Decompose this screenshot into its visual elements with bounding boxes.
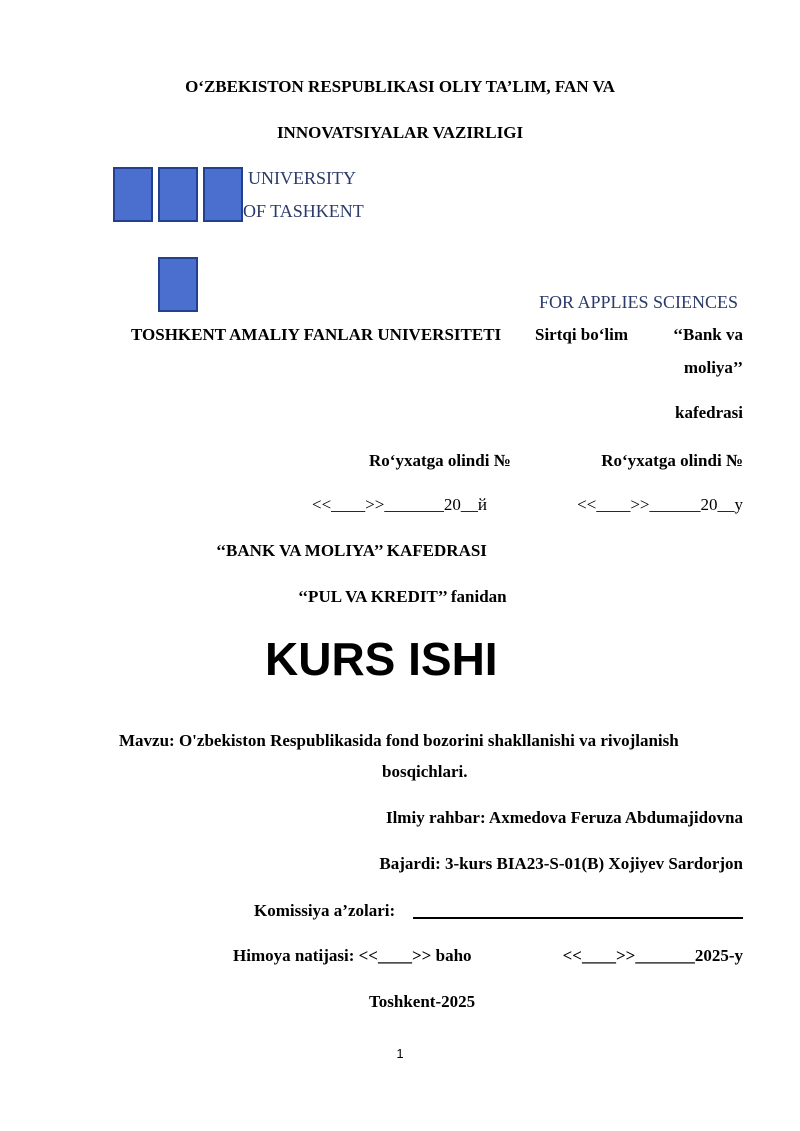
day-blank: ____ xyxy=(581,946,616,965)
logo-text-of-tashkent: OF TASHKENT xyxy=(243,201,364,221)
kafedra-name-line-1: ‘‘Bank va xyxy=(672,325,743,344)
topic-line-1: Mavzu: O'zbekiston Respublikasida fond bozorini shakllanishi va rivojlanish xyxy=(119,731,679,750)
registration-label-right: Ro‘yxatga olindi № xyxy=(601,451,743,470)
kafedra-name-line-2: moliya’’ xyxy=(683,358,743,377)
commission-label: Komissiya a’zolari: xyxy=(254,901,396,920)
logo-text-university: UNIVERSITY xyxy=(248,168,356,188)
commission-signature-line xyxy=(413,917,743,919)
defense-date xyxy=(563,946,743,966)
author: Bajardi: 3-kurs BIA23-S-01(B) Xojiyev Sardorjon xyxy=(379,854,743,873)
logo-text-applies-sciences: FOR APPLIES SCIENCES xyxy=(538,292,738,312)
defense-label: Himoya natijasi: << xyxy=(233,946,378,965)
defense-date-mid: >> xyxy=(615,946,636,965)
defense-date-open: << xyxy=(562,946,582,965)
defense-result xyxy=(233,946,472,966)
logo-block-4 xyxy=(158,257,198,312)
logo-block-1 xyxy=(113,167,153,222)
document-title: KURS ISHI xyxy=(265,633,498,685)
ministry-line-2: INNOVATSIYALAR VAZIRLIGI xyxy=(276,123,524,142)
subject-name: ‘‘PUL VA KREDIT’’ fanidan xyxy=(298,587,507,606)
grade-blank: ____ xyxy=(377,946,412,965)
month-blank: _______ xyxy=(635,946,695,965)
page-number: 1 xyxy=(396,1046,404,1061)
kafedra-title: ‘‘BANK VA MOLIYA’’ KAFEDRASI xyxy=(216,541,487,560)
ministry-line-1: O‘ZBEKISTON RESPUBLIKASI OLIY TA’LIM, FAN VA xyxy=(185,77,615,96)
logo-block-3 xyxy=(203,167,243,222)
university-name: TOSHKENT AMALIY FANLAR UNIVERSITETI xyxy=(131,325,502,344)
logo-block-2 xyxy=(158,167,198,222)
registration-date-right: <<____>>______20__y xyxy=(577,495,743,514)
city-year: Toshkent-2025 xyxy=(369,992,476,1011)
registration-label-left: Ro‘yxatga olindi № xyxy=(369,451,511,470)
registration-date-left: <<____>>_______20__й xyxy=(312,495,487,514)
topic-line-2: bosqichlari. xyxy=(382,762,468,781)
supervisor: Ilmiy rahbar: Axmedova Feruza Abdumajidovna xyxy=(385,808,743,827)
defense-year: 2025-y xyxy=(694,946,743,965)
department-type: Sirtqi bo‘lim xyxy=(535,325,629,344)
kafedra-word: kafedrasi xyxy=(675,403,743,422)
grade-label: >> baho xyxy=(411,946,472,965)
